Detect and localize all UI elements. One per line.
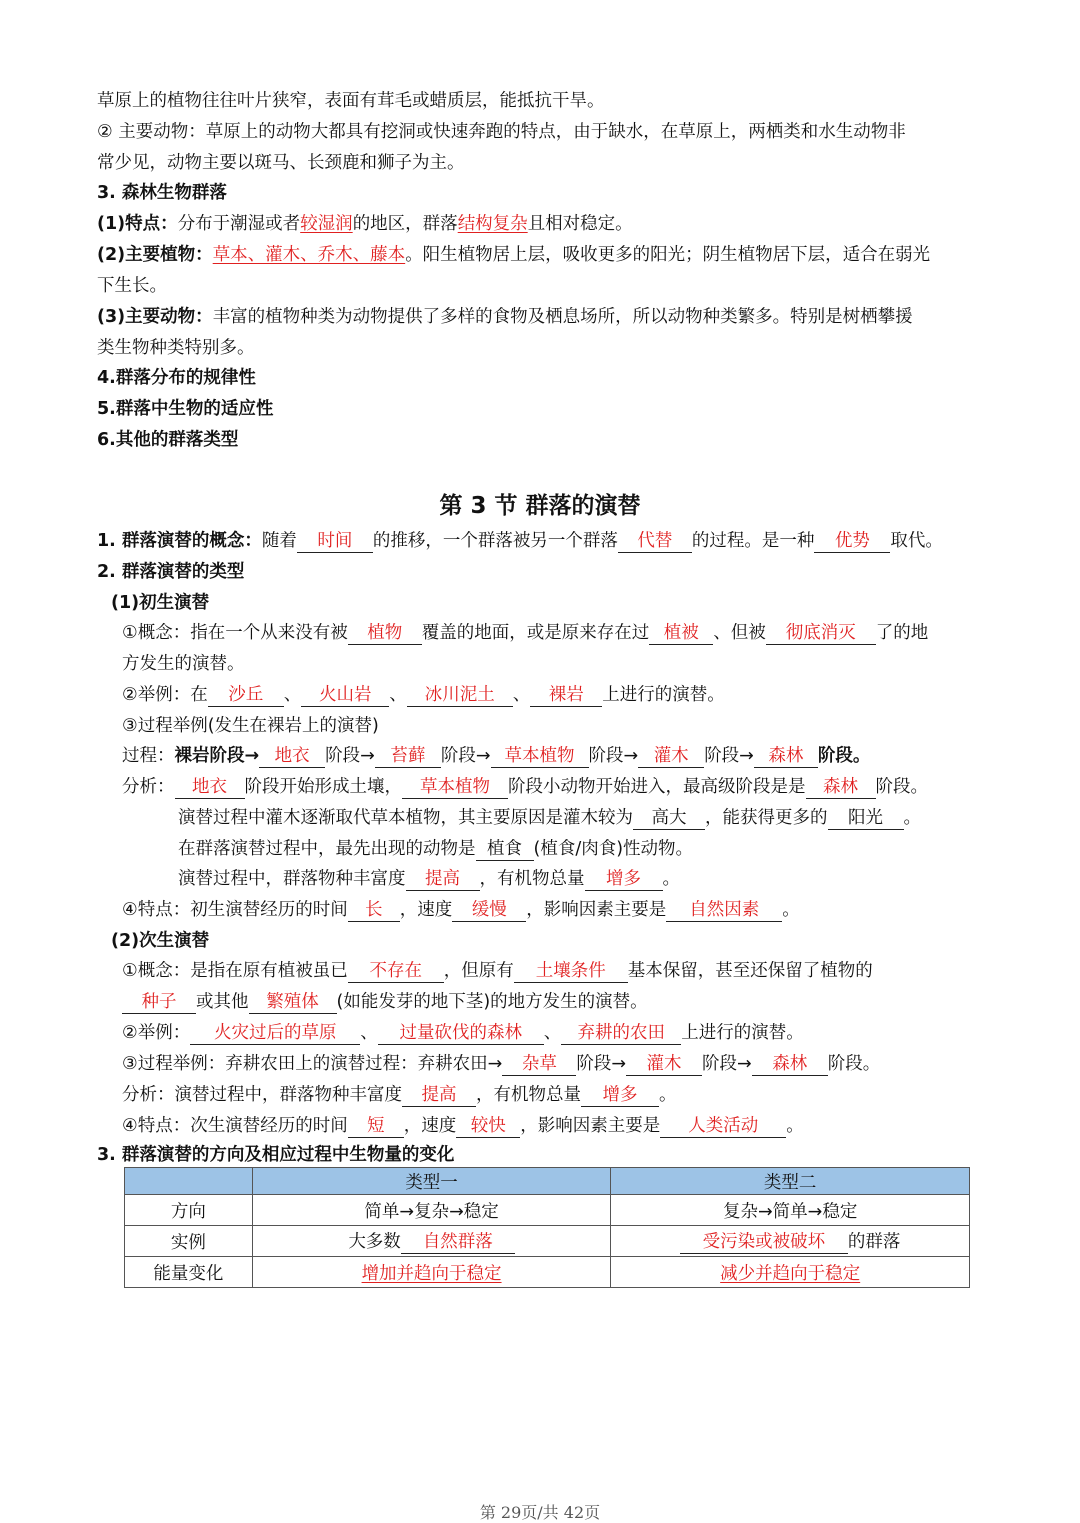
secondary-heading: (2)次生演替 xyxy=(111,931,210,951)
table-header-cell xyxy=(125,1168,253,1195)
answer-blank: 灌木 xyxy=(626,1053,702,1076)
text: ③过程举例：弃耕农田上的演替过程：弃耕农田→ xyxy=(122,1054,503,1074)
secondary-features xyxy=(122,1114,804,1138)
text: 阶段→ xyxy=(702,1054,752,1074)
text: 阶段。 xyxy=(875,777,928,797)
primary-analysis-3 xyxy=(178,837,693,861)
answer-blank: 森林 xyxy=(806,776,876,799)
table-row xyxy=(125,1226,970,1257)
text: 覆盖的地面，或是原来存在过 xyxy=(421,623,650,643)
primary-analysis-2 xyxy=(178,806,921,830)
text: 演替过程中，群落物种丰富度 xyxy=(178,869,406,889)
table-cell xyxy=(611,1257,970,1288)
text: ，能获得更多的 xyxy=(705,808,828,828)
answer-blank: 植物 xyxy=(348,622,422,645)
text: ，影响因素主要是 xyxy=(526,900,667,920)
forest-animals-cont: 类生物种类特别多。 xyxy=(97,338,255,358)
secondary-concept-cont xyxy=(122,990,648,1014)
heading-4: 4.群落分布的规律性 xyxy=(97,368,256,388)
text: 阶段→ xyxy=(325,746,375,766)
page-footer: 第 29页/共 42页 xyxy=(479,1503,601,1522)
text: 阶段→ xyxy=(576,1054,627,1074)
forest-plants xyxy=(97,243,930,267)
answer-blank: 地衣 xyxy=(259,745,325,768)
primary-heading: (1)初生演替 xyxy=(111,593,210,613)
answer-blank: 沙丘 xyxy=(208,684,284,707)
text: 大多数 xyxy=(348,1232,401,1252)
text: 。 xyxy=(662,869,680,889)
label: (2)主要植物： xyxy=(97,245,213,265)
text: ，速度 xyxy=(399,900,453,920)
text: 分析： xyxy=(122,777,175,797)
text: ，影响因素主要是 xyxy=(520,1116,661,1136)
answer-blank: 时间 xyxy=(297,530,373,553)
text: 阶段。 xyxy=(817,746,871,766)
answer-blank: 草本植物 xyxy=(491,745,589,768)
text: ，有机物总量 xyxy=(479,869,585,889)
sep: 、 xyxy=(360,1023,378,1043)
heading-5: 5.群落中生物的适应性 xyxy=(97,399,274,419)
answer-blank: 灌木 xyxy=(638,745,704,768)
primary-features xyxy=(122,898,800,922)
answer-blank: 受污染或被破坏 xyxy=(680,1231,848,1254)
intro-line-3: 常少见，动物主要以斑马、长颈鹿和狮子为主。 xyxy=(97,153,465,173)
text: (植食/肉食)性动物。 xyxy=(533,839,694,859)
answer-blank: 增多 xyxy=(585,868,663,891)
text: 阶段→ xyxy=(704,746,754,766)
text: ④特点：初生演替经历的时间 xyxy=(122,900,348,920)
answer-blank: 不存在 xyxy=(348,960,444,983)
answer-blank: 土壤条件 xyxy=(514,960,628,983)
sep: 、 xyxy=(283,685,302,705)
answer-blank: 地衣 xyxy=(175,776,245,799)
text: ①概念：是指在原有植被虽已 xyxy=(122,961,348,981)
text: 了的地 xyxy=(875,623,929,643)
primary-analysis-1 xyxy=(122,775,928,799)
text: 的群落 xyxy=(847,1232,901,1252)
answer: 草本、灌木、乔木、藤本 xyxy=(212,245,406,265)
answer: 结构复杂 xyxy=(457,214,528,234)
text: 上进行的演替。 xyxy=(602,685,725,705)
secondary-process xyxy=(122,1052,880,1076)
table-header-cell: 类型一 xyxy=(252,1168,611,1195)
table-cell: 简单→复杂→稳定 xyxy=(252,1195,611,1226)
text: 的地区，群落 xyxy=(352,214,458,234)
answer-blank: 繁殖体 xyxy=(249,991,337,1014)
answer-blank: 杂草 xyxy=(502,1053,576,1076)
answer: 减少并趋向于稳定 xyxy=(720,1263,861,1284)
text: 上进行的演替。 xyxy=(681,1023,804,1043)
answer-blank: 裸岩 xyxy=(530,684,602,707)
text: 阶段→ xyxy=(440,746,491,766)
text: 的推移，一个群落被另一个群落 xyxy=(372,531,618,551)
row-label: 方向 xyxy=(125,1195,253,1226)
answer: 较湿润 xyxy=(300,214,353,234)
text: 的过程。是一种 xyxy=(691,531,815,551)
table-cell xyxy=(252,1257,611,1288)
text: 、但被 xyxy=(713,623,766,643)
text: 阶段小动物开始进入，最高级阶段是是 xyxy=(508,777,806,797)
table-cell xyxy=(252,1226,611,1257)
answer-blank: 植被 xyxy=(649,622,713,645)
text: 。 xyxy=(782,900,800,920)
answer-blank: 优势 xyxy=(814,530,890,553)
text: 裸岩阶段→ xyxy=(174,746,260,766)
section-title: 第 3 节 群落的演替 xyxy=(439,493,641,519)
text: ①概念：指在一个从来没有被 xyxy=(122,623,348,643)
primary-analysis-4 xyxy=(178,867,680,891)
primary-concept xyxy=(122,621,928,645)
text: ②举例： xyxy=(122,1023,191,1043)
primary-process-label: ③过程举例(发生在裸岩上的演替) xyxy=(122,716,379,736)
s2-heading: 2. 群落演替的类型 xyxy=(97,562,245,582)
sep: 、 xyxy=(512,685,531,705)
text: 丰富的植物种类为动物提供了多样的食物及栖息场所，所以动物种类繁多。特别是树栖攀援 xyxy=(212,307,913,327)
answer-blank: 森林 xyxy=(752,1053,828,1076)
succession-direction-table xyxy=(124,1167,970,1288)
text: 分布于潮湿或者 xyxy=(177,214,301,234)
label: 1. 群落演替的概念： xyxy=(97,531,262,551)
answer-blank: 提高 xyxy=(406,868,480,891)
s1-concept xyxy=(97,529,943,553)
text: 阶段→ xyxy=(588,746,639,766)
answer-blank: 森林 xyxy=(754,745,818,768)
text: 。阳生植物居上层，吸收更多的阳光；阴生植物居下层，适合在弱光 xyxy=(405,245,931,265)
table-header-row xyxy=(125,1168,970,1195)
text: 过程： xyxy=(122,746,175,766)
answer-blank: 自然群落 xyxy=(401,1231,515,1254)
secondary-concept xyxy=(122,959,873,983)
answer-blank: 提高 xyxy=(402,1084,476,1107)
secondary-examples xyxy=(122,1021,804,1045)
text: 且相对稳定。 xyxy=(527,214,633,234)
answer-blank: 火山岩 xyxy=(301,684,389,707)
table-cell: 复杂→简单→稳定 xyxy=(611,1195,970,1226)
intro-line-1: 草原上的植物往往叶片狭窄，表面有茸毛或蜡质层，能抵抗干旱。 xyxy=(97,91,605,111)
s3-heading: 3. 群落演替的方向及相应过程中生物量的变化 xyxy=(97,1145,455,1165)
answer-blank: 草本植物 xyxy=(402,776,508,799)
text: ，但原有 xyxy=(443,961,514,981)
text: 分析：演替过程中，群落物种丰富度 xyxy=(122,1085,402,1105)
forest-feature xyxy=(97,212,633,236)
answer-blank: 高大 xyxy=(633,807,705,830)
answer-blank: 过量砍伐的森林 xyxy=(378,1022,544,1045)
text: 演替过程中灌木逐渐取代草本植物，其主要原因是灌木较为 xyxy=(178,808,633,828)
row-label: 能量变化 xyxy=(125,1257,253,1288)
text: 阶段。 xyxy=(827,1054,881,1074)
text: 阶段开始形成土壤， xyxy=(244,777,402,797)
answer-blank: 彻底消灭 xyxy=(766,622,876,645)
forest-plants-cont: 下生长。 xyxy=(97,276,167,296)
text: 。 xyxy=(659,1085,677,1105)
text: 随着 xyxy=(261,531,297,551)
text: ②举例：在 xyxy=(122,685,208,705)
row-label: 实例 xyxy=(125,1226,253,1257)
table-row xyxy=(125,1195,970,1226)
sep: 、 xyxy=(389,685,407,705)
secondary-analysis xyxy=(122,1083,677,1107)
primary-examples xyxy=(122,683,725,707)
answer-blank: 人类活动 xyxy=(660,1115,786,1138)
answer-blank: 阳光 xyxy=(828,807,904,830)
label: (1)特点： xyxy=(97,214,178,234)
answer-blank: 苔藓 xyxy=(375,745,441,768)
forest-heading: 3. 森林生物群落 xyxy=(97,183,227,203)
intro-line-2: ② 主要动物：草原上的动物大都具有挖洞或快速奔跑的特点，由于缺水，在草原上，两栖类和水生动物非 xyxy=(97,122,906,142)
answer-blank: 弃耕的农田 xyxy=(561,1022,681,1045)
label: (3)主要动物： xyxy=(97,307,213,327)
table-row xyxy=(125,1257,970,1288)
text: 。 xyxy=(903,808,921,828)
answer-blank: 冰川泥土 xyxy=(407,684,513,707)
sep: 、 xyxy=(543,1023,562,1043)
forest-animals xyxy=(97,305,913,329)
text: 基本保留，甚至还保留了植物的 xyxy=(627,961,873,981)
answer-blank: 种子 xyxy=(122,991,196,1014)
primary-concept-cont: 方发生的演替。 xyxy=(122,654,245,674)
text: 取代。 xyxy=(890,531,943,551)
text: (如能发芽的地下茎)的地方发生的演替。 xyxy=(336,992,648,1012)
answer-blank: 短 xyxy=(348,1115,404,1138)
answer-blank: 自然因素 xyxy=(666,899,782,922)
text: ，有机物总量 xyxy=(476,1085,581,1105)
answer-blank: 增多 xyxy=(581,1084,659,1107)
answer-blank: 长 xyxy=(348,899,400,922)
primary-flow xyxy=(122,744,870,768)
answer: 增加并趋向于稳定 xyxy=(361,1263,502,1284)
table-header-cell: 类型二 xyxy=(611,1168,970,1195)
answer-blank: 植食 xyxy=(476,838,534,861)
answer-blank: 缓慢 xyxy=(452,899,526,922)
text: 。 xyxy=(786,1116,804,1136)
heading-6: 6.其他的群落类型 xyxy=(97,430,239,450)
table-cell xyxy=(611,1226,970,1257)
answer-blank: 较快 xyxy=(456,1115,520,1138)
text: 在群落演替过程中，最先出现的动物是 xyxy=(178,839,476,859)
text: ，速度 xyxy=(403,1116,457,1136)
text: ④特点：次生演替经历的时间 xyxy=(122,1116,348,1136)
text: 或其他 xyxy=(196,992,249,1012)
answer-blank: 火灾过后的草原 xyxy=(190,1022,360,1045)
answer-blank: 代替 xyxy=(618,530,692,553)
